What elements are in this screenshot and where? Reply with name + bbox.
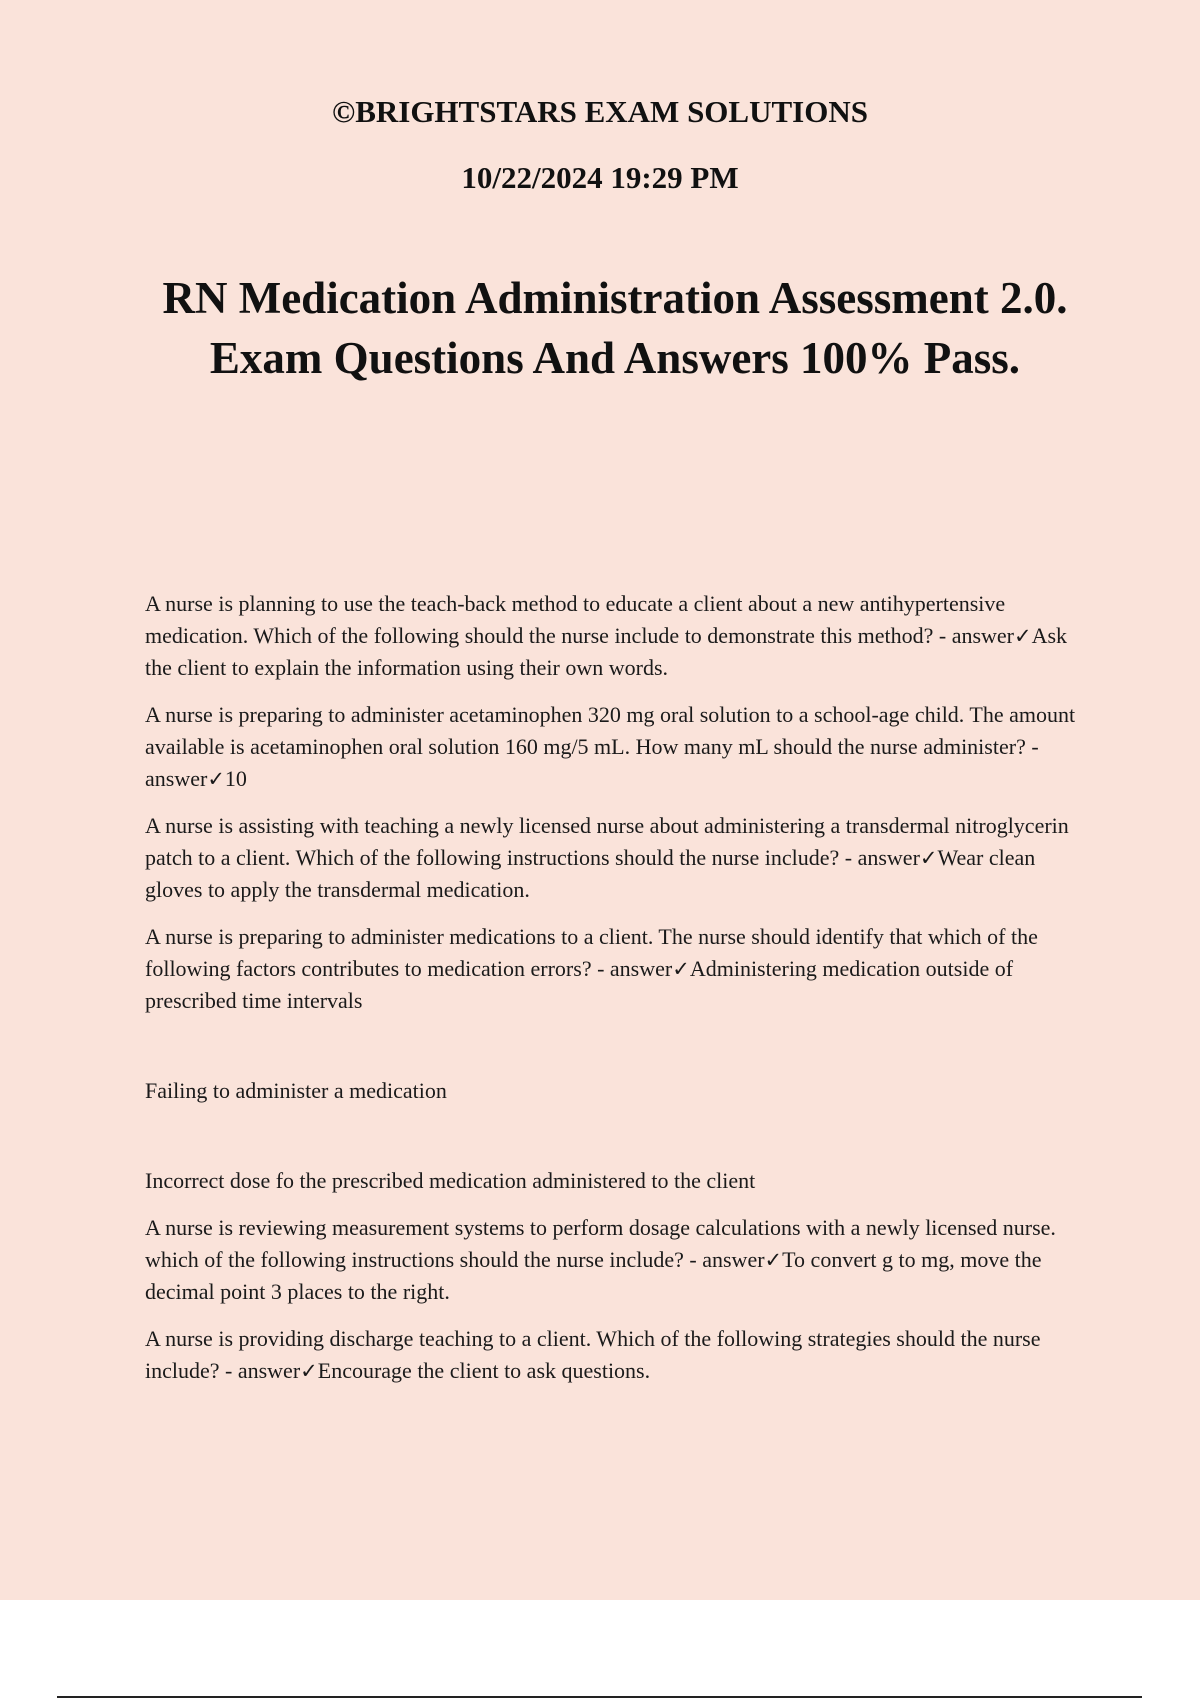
- question-text: A nurse is preparing to administer acetaminophen 320 mg oral solution to a school-age child. The amount available is acetaminophen oral solution 160 mg/5 mL. How many mL should the nurse administer? - answer: [145, 702, 1076, 791]
- qa-item: [145, 921, 1090, 1017]
- qa-list: [145, 588, 1090, 1402]
- footer-divider: [57, 1696, 1142, 1698]
- checkmark-icon: ✓: [300, 1359, 318, 1383]
- answer-text: Administering medication outside of prescribed time intervals: [145, 956, 1014, 1013]
- qa-item: [145, 810, 1090, 906]
- question-text: A nurse is preparing to administer medications to a client. The nurse should identify that which of the following factors contributes to medication errors? - answer: [145, 924, 1038, 981]
- option-text: Incorrect dose fo the prescribed medication administered to the client: [145, 1168, 756, 1193]
- checkmark-icon: ✓: [207, 767, 225, 791]
- answer-text: Wear clean gloves to apply the transdermal medication.: [145, 845, 1036, 902]
- answer-text: 10: [224, 766, 247, 791]
- question-text: A nurse is providing discharge teaching to a client. Which of the following strategies should the nurse include? - answer: [145, 1326, 1041, 1383]
- checkmark-icon: ✓: [672, 957, 690, 981]
- answer-text: To convert g to mg, move the decimal point 3 places to the right.: [145, 1247, 1042, 1304]
- brand-header: ©BRIGHTSTARS EXAM SOLUTIONS: [332, 94, 868, 129]
- checkmark-icon: ✓: [919, 846, 938, 870]
- qa-item: [145, 1212, 1090, 1308]
- answer-option-text: [145, 1075, 1090, 1107]
- answer-text: Ask the client to explain the information using their own words.: [145, 623, 1068, 680]
- option-text: Failing to administer a medication: [145, 1078, 447, 1103]
- document-title: RN Medication Administration Assessment 2.0. Exam Questions And Answers 100% Pass.: [162, 273, 1068, 383]
- document-datetime: 10/22/2024 19:29 PM: [461, 160, 739, 195]
- qa-item: [145, 1323, 1090, 1387]
- qa-item: [145, 699, 1090, 795]
- qa-item: [145, 588, 1090, 684]
- question-text: A nurse is assisting with teaching a newly licensed nurse about administering a transdermal nitroglycerin patch to a client. Which of the following instructions should the nurse include? - answer: [145, 813, 1069, 870]
- checkmark-icon: ✓: [1014, 624, 1032, 648]
- checkmark-icon: ✓: [764, 1248, 783, 1272]
- answer-text: Encourage the client to ask questions.: [317, 1358, 651, 1383]
- answer-option-text: [145, 1165, 1090, 1197]
- question-text: A nurse is reviewing measurement systems to perform dosage calculations with a newly licensed nurse. which of the following instructions should the nurse include? - answer: [145, 1215, 1056, 1272]
- question-text: A nurse is planning to use the teach-back method to educate a client about a new antihypertensive medication. Which of the following should the nurse include to demonstrate this method? - answer: [145, 591, 1014, 648]
